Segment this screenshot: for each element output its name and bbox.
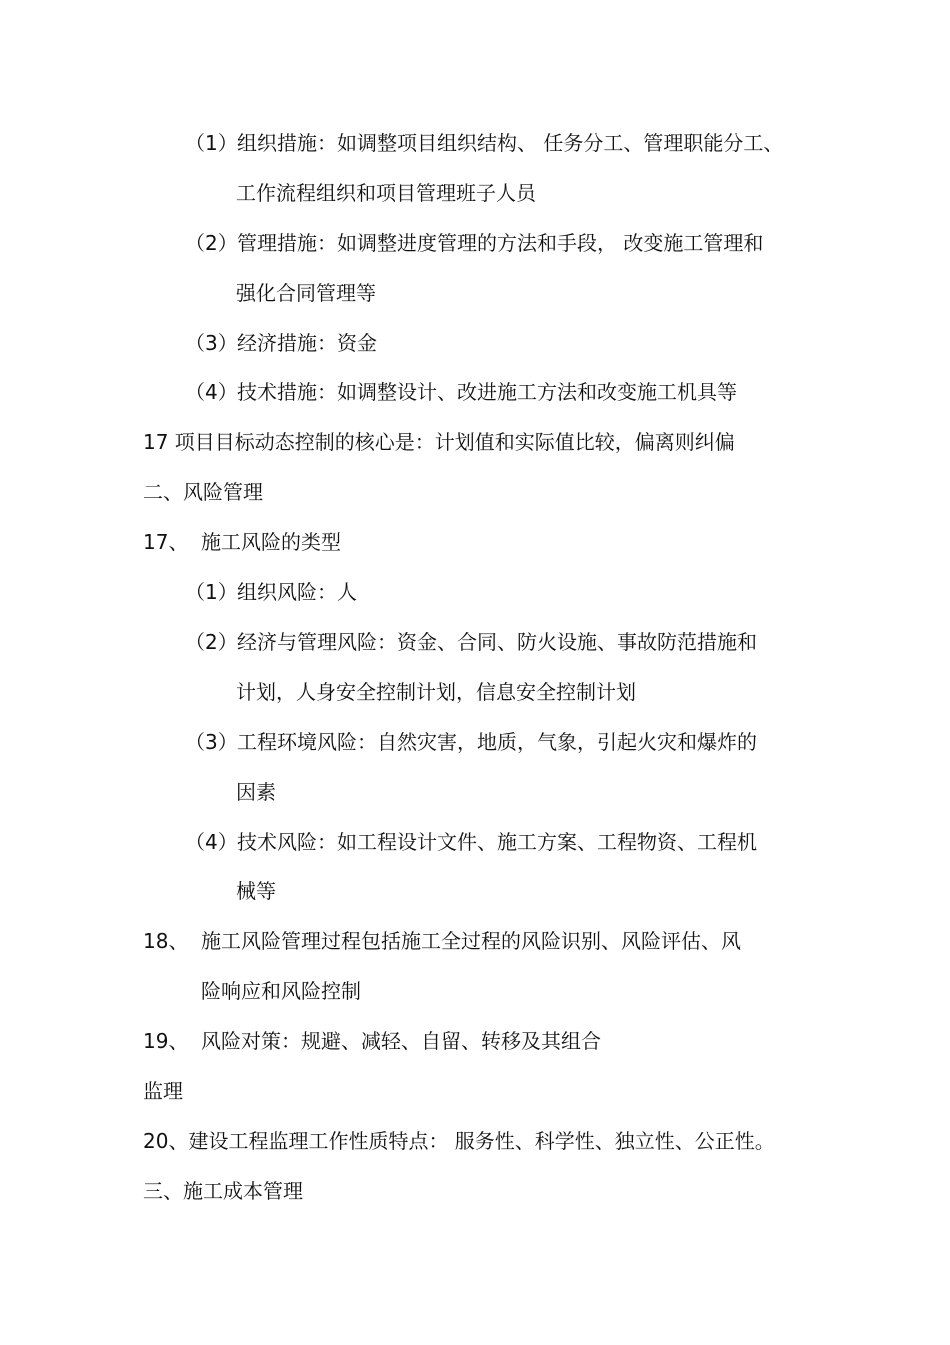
item-text: 因素 <box>236 780 276 804</box>
section-title: 三、施工成本管理 <box>143 1179 303 1203</box>
item-text: 险响应和风险控制 <box>201 979 361 1003</box>
point-20-supervision-characteristics <box>143 1126 775 1156</box>
item-text: 组织措施：如调整项目组织结构、 任务分工、管理职能分工、 <box>237 131 784 155</box>
risk-item-3-environment <box>185 727 757 757</box>
item-text: 20、建设工程监理工作性质特点： 服务性、科学性、独立性、公正性。 <box>143 1129 775 1153</box>
item-1-continuation <box>236 178 536 208</box>
item-text: 施工风险的类型 <box>201 530 341 554</box>
item-text: 风险对策：规避、减轻、自留、转移及其组合 <box>201 1029 601 1053</box>
item-text: 经济与管理风险：资金、合同、防火设施、事故防范措施和 <box>237 630 757 654</box>
risk-item-3-continuation <box>236 777 276 807</box>
item-2-management-measures <box>185 228 763 258</box>
item-text: 械等 <box>236 879 276 903</box>
risk-item-4-technical <box>185 827 757 857</box>
item-text: 组织风险：人 <box>237 580 357 604</box>
item-number: （1） <box>185 580 238 604</box>
item-number: 17、 <box>143 530 189 554</box>
risk-item-2-economic-management <box>185 627 757 657</box>
item-number: （2） <box>185 231 238 255</box>
item-text: 技术措施：如调整设计、改进施工方法和改变施工机具等 <box>237 380 737 404</box>
section-heading-risk-management <box>143 477 263 507</box>
point-17-risk-types <box>143 527 341 557</box>
item-3-economic-measures <box>185 328 377 358</box>
item-2-continuation <box>236 278 376 308</box>
risk-item-1-organizational <box>185 577 357 607</box>
item-text: 工程环境风险：自然灾害，地质，气象，引起火灾和爆炸的 <box>237 730 757 754</box>
item-number: （3） <box>185 730 238 754</box>
item-text: 经济措施：资金 <box>237 331 377 355</box>
item-text: 强化合同管理等 <box>236 281 376 305</box>
section-title: 监理 <box>143 1079 183 1103</box>
item-number: （1） <box>185 131 238 155</box>
item-1-organizational-measures <box>185 128 783 158</box>
item-text: 施工风险管理过程包括施工全过程的风险识别、风险评估、风 <box>201 929 741 953</box>
section-title: 二、风险管理 <box>143 480 263 504</box>
item-number: （2） <box>185 630 238 654</box>
item-text: 计划，人身安全控制计划，信息安全控制计划 <box>236 680 636 704</box>
item-number: （3） <box>185 331 238 355</box>
item-number: 19、 <box>143 1029 189 1053</box>
item-text: 管理措施：如调整进度管理的方法和手段， 改变施工管理和 <box>237 231 764 255</box>
point-18-risk-process <box>143 926 741 956</box>
risk-item-2-continuation <box>236 677 636 707</box>
point-19-risk-countermeasures <box>143 1026 601 1056</box>
point-18-continuation <box>201 976 361 1006</box>
item-number: 18、 <box>143 929 189 953</box>
section-heading-supervision <box>143 1076 183 1106</box>
section-heading-cost-management <box>143 1176 303 1206</box>
item-number: （4） <box>185 830 238 854</box>
item-text: 17 项目目标动态控制的核心是：计划值和实际值比较，偏离则纠偏 <box>143 430 735 454</box>
item-text: 工作流程组织和项目管理班子人员 <box>236 181 536 205</box>
item-number: （4） <box>185 380 238 404</box>
item-4-technical-measures <box>185 377 737 407</box>
item-text: 技术风险：如工程设计文件、施工方案、工程物资、工程机 <box>237 830 757 854</box>
risk-item-4-continuation <box>236 876 276 906</box>
point-17-dynamic-control <box>143 427 735 457</box>
